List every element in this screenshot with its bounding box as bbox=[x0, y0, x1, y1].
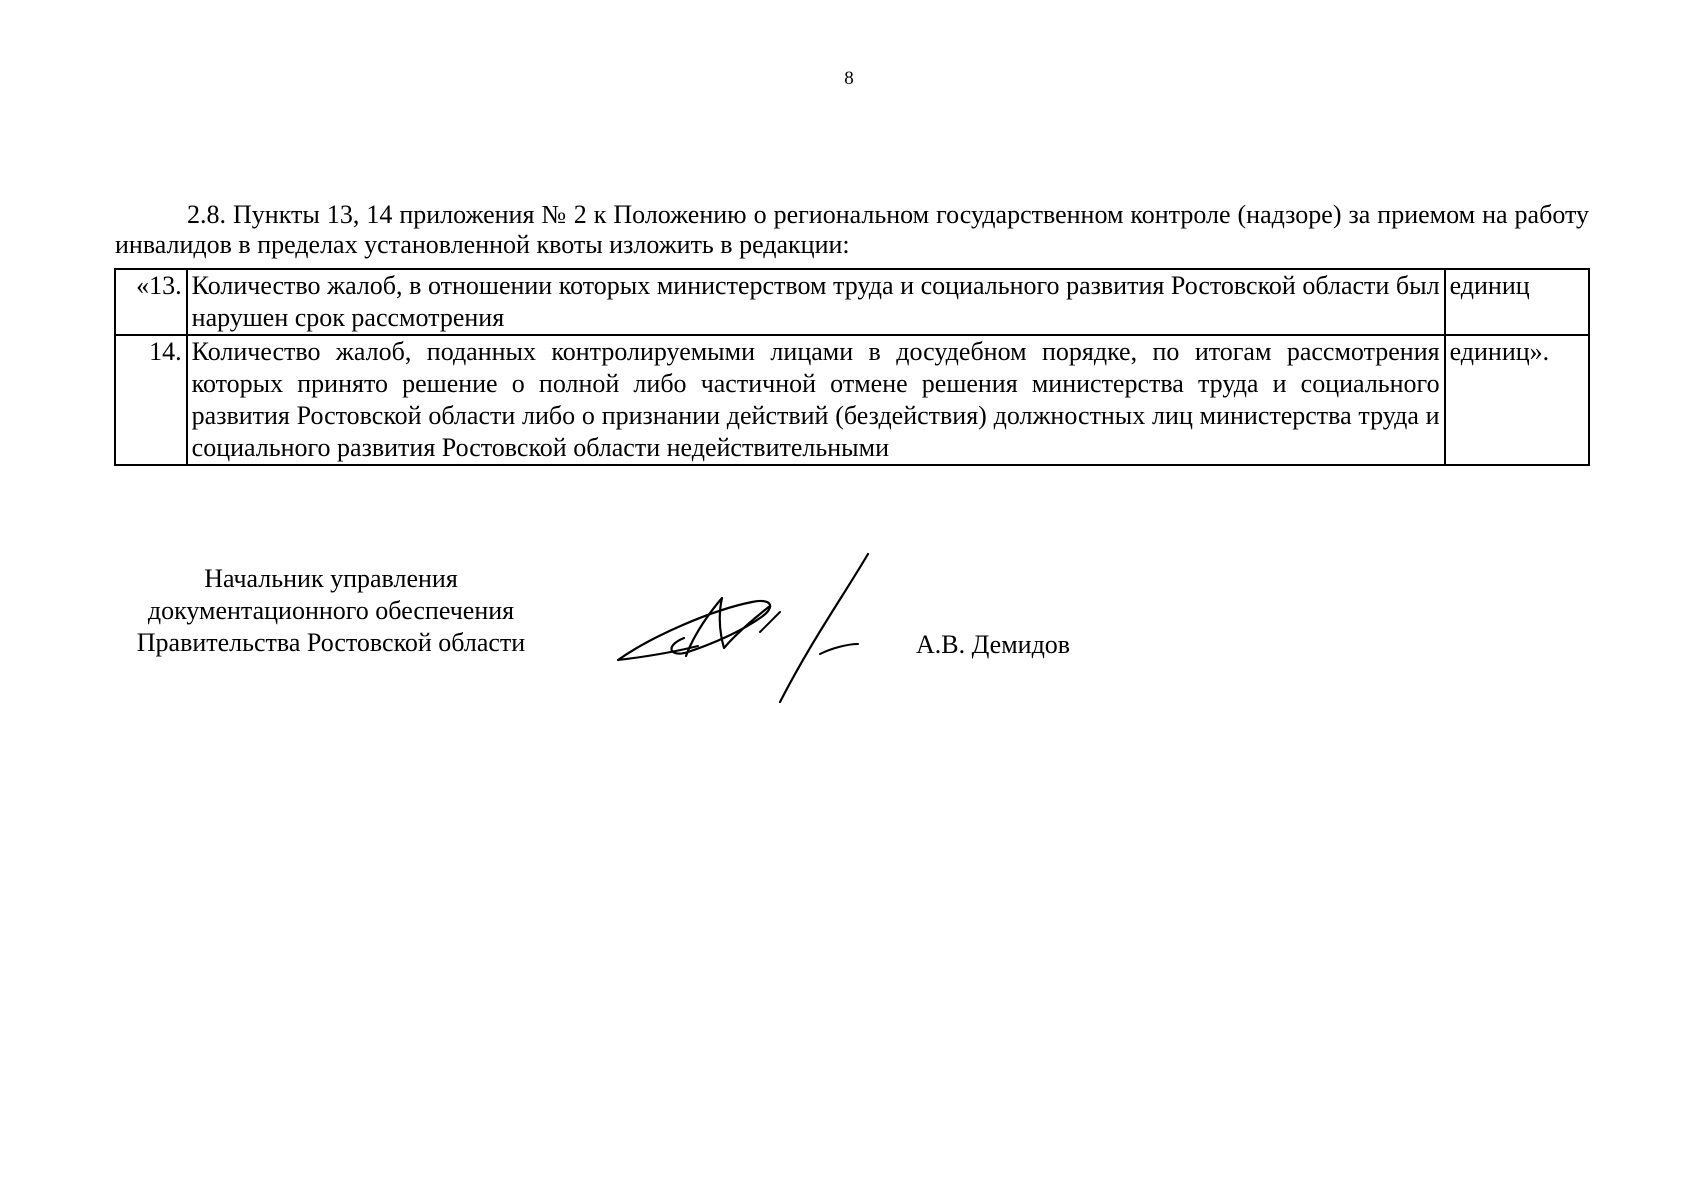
signer-position bbox=[116, 563, 546, 659]
row-unit: единиц». bbox=[1445, 335, 1589, 465]
row-number: 14. bbox=[115, 335, 187, 465]
signer-name: А.В. Демидов bbox=[916, 630, 1071, 659]
row-description: Количество жалоб, поданных контролируемыми лицами в досудебном порядке, по итогам рассмотрения которых принято решение о полной либо частичной отмене решения министерства труда и социального развития Ростовской области либо о признании действий (бездействия) должностных лиц министерства труда и социального развития Ростовской области недействительными bbox=[187, 335, 1445, 465]
amendment-paragraph: 2.8. Пункты 13, 14 приложения № 2 к Положению о региональном государственном контроле (надзоре) за приемом на работу инвалидов в пределах установленной квоты изложить в редакции: bbox=[115, 200, 1589, 259]
signer-position-line: Начальник управления bbox=[204, 564, 458, 593]
indicators-table bbox=[114, 268, 1590, 466]
row-unit: единиц bbox=[1445, 269, 1589, 335]
row-number: «13. bbox=[115, 269, 187, 335]
page-number: 8 bbox=[844, 68, 854, 89]
table-row bbox=[115, 335, 1589, 465]
signer-position-line: документационного обеспечения bbox=[147, 596, 515, 625]
table-row bbox=[115, 269, 1589, 335]
row-description: Количество жалоб, в отношении которых министерством труда и социального развития Ростовской области был нарушен срок рассмотрения bbox=[187, 269, 1445, 335]
handwritten-signature bbox=[592, 548, 882, 708]
signer-position-line: Правительства Ростовской области bbox=[136, 628, 526, 657]
